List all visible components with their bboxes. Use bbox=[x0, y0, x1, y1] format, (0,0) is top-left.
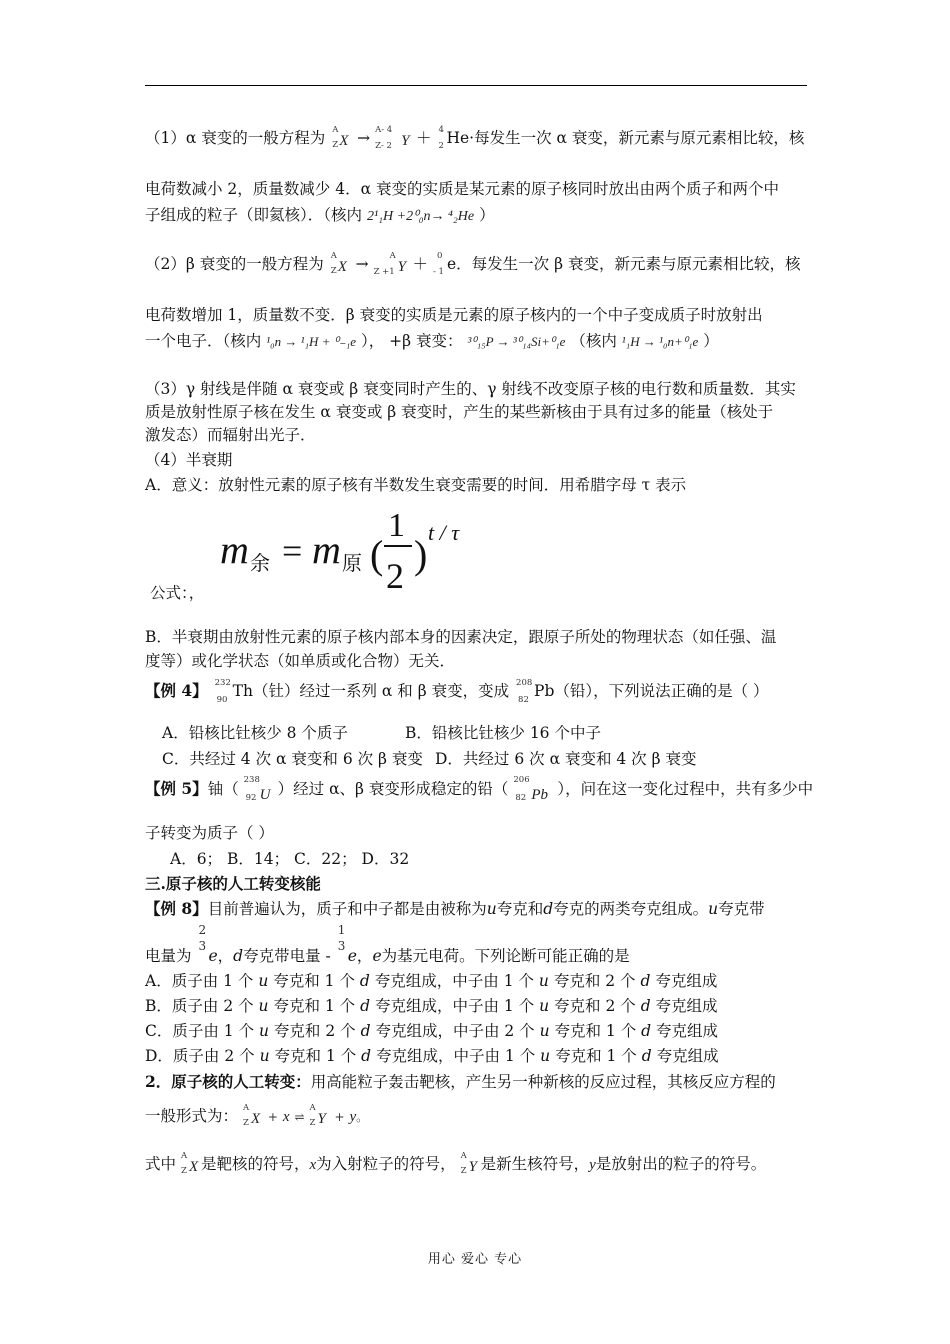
svg-text:m: m bbox=[312, 527, 341, 572]
option-d: D．共经过 6 次 α 衰变和 4 次 β 衰变 bbox=[435, 750, 697, 768]
text-line: 激发态）而辐射出光子． bbox=[145, 426, 316, 444]
nuclide-AZX: A Z X bbox=[330, 251, 347, 276]
formula-label: 公式：， bbox=[150, 584, 205, 602]
text-line: 子组成的粒子（即氦核）．（核内 2¹₁H +2⁰₀n→ ⁴₂He ） bbox=[145, 206, 495, 224]
nuclide-AZY: A Z Y bbox=[460, 1151, 477, 1176]
section-heading: （4）半衰期 bbox=[145, 451, 233, 469]
half-life-formula bbox=[220, 508, 490, 608]
ex8-option-d: D．质子由 2 个 u 夸克和 1 个 d 夸克组成，中子由 1 个 u 夸克和 1 个 d 夸克组成 bbox=[145, 1047, 719, 1065]
option-c: C．共经过 4 次 α 衰变和 6 次 β 衰变 bbox=[162, 750, 423, 768]
text-line: 子转变为质子（ ） bbox=[145, 824, 274, 842]
helium-indices: 4 2 bbox=[438, 125, 444, 151]
ex8-option-a: A．质子由 1 个 u 夸克和 1 个 d 夸克组成，中子由 1 个 u 夸克和 2 个 d 夸克组成 bbox=[145, 972, 718, 990]
svg-text:1: 1 bbox=[388, 508, 405, 544]
section-title: 三.原子核的人工转变核能 bbox=[145, 874, 321, 893]
electron-indices: 0 - 1 bbox=[432, 251, 444, 277]
option-b: B．铅核比钍核少 16 个中子 bbox=[405, 724, 601, 742]
example-8-question: 【例 8】目前普遍认为，质子和中子都是由被称为u夸克和d夸克的两类夸克组成。u夸克带 bbox=[145, 899, 765, 918]
svg-text:原: 原 bbox=[342, 551, 362, 575]
beta-decay-line: （2）β 衰变的一般方程为 A Z X → A Z +1 Y ＋ 0 - 1 e．每发生一次 β 衰变，新元素与原元素相比较，核 bbox=[145, 251, 801, 277]
equilibrium-arrow: ⇌ bbox=[294, 1110, 305, 1124]
beta-minus-equation: ¹₀n → ¹₁H + ⁰₋₁e bbox=[266, 334, 357, 349]
nuclide-AZY: A Z Y bbox=[309, 1103, 326, 1128]
nuclide-daughter: A Z +1 Y bbox=[373, 251, 406, 277]
example-tag: 【例 8】 bbox=[145, 899, 208, 918]
text-line: 电荷数减小 2，质量数减少 4．α 衰变的实质是某元素的原子核同时放出由两个质子和两个中 bbox=[145, 180, 779, 198]
svg-text:2: 2 bbox=[386, 556, 404, 596]
beta-plus-equation: ³⁰₁₅P → ³⁰₁₄Si+⁰₁e bbox=[467, 334, 566, 349]
arrow-symbol: → bbox=[355, 255, 369, 273]
lead-nuclide: 206 82 Pb bbox=[513, 775, 549, 803]
ex8-option-c: C．质子由 1 个 u 夸克和 2 个 d 夸克组成，中子由 2 个 u 夸克和 1 个 d 夸克组成 bbox=[145, 1022, 719, 1040]
svg-text:余: 余 bbox=[250, 551, 270, 575]
header-rule bbox=[145, 85, 807, 86]
subsection-title: 2．原子核的人工转变： bbox=[145, 1072, 311, 1091]
example-tag: 【例 4】 bbox=[145, 681, 208, 700]
text-line: （3）γ 射线是伴随 α 衰变或 β 衰变同时产生的、γ 射线不改变原子核的电行数和质量数．其实 bbox=[145, 380, 796, 398]
nuclide-AZX: A Z X bbox=[332, 125, 349, 150]
example-tag: 【例 5】 bbox=[145, 779, 208, 798]
text-line: 质是放射性原子核在发生 α 衰变或 β 衰变时，产生的某些新核由于具有过多的能量（核处于 bbox=[145, 403, 774, 421]
example-5-question: 【例 5】铀（ 238 92 U ）经过 α、β 衰变形成稳定的铅（ 206 82 Pb ），问在这一变化过程中，共有多少中 bbox=[145, 774, 813, 806]
option-a: A．铅核比钍核少 8 个质子 bbox=[162, 724, 348, 742]
nuclide-AZX: A Z X bbox=[242, 1103, 261, 1128]
fraction-two-thirds: 2 3 bbox=[198, 923, 207, 953]
nuclide-daughter: A- 4 Z- 2 Y bbox=[375, 125, 410, 151]
uranium-nuclide: 238 92 U bbox=[243, 775, 271, 803]
fusion-equation: 2¹₁H +2⁰₀n→ ⁴₂He bbox=[366, 209, 475, 224]
thorium-indices: 232 90 bbox=[214, 678, 231, 705]
svg-text:(: ( bbox=[370, 532, 384, 577]
text-line: 度等）或化学状态（如单质或化合物）无关． bbox=[145, 652, 456, 670]
svg-text:m: m bbox=[220, 527, 249, 572]
arrow-symbol: → bbox=[357, 129, 371, 147]
general-equation-line: 一般形式为： A Z X + x ⇌ A Z Y + y。 bbox=[145, 1103, 369, 1128]
beta-plus-core-equation: ¹₁H → ¹₀n+⁰₁e bbox=[621, 334, 699, 349]
alpha-decay-line: （1）α 衰变的一般方程为 A Z X → A- 4 Z- 2 Y ＋ 4 2 He·每发生一次 α 衰变，新元素与原元素相比较，核 bbox=[145, 125, 805, 151]
text-line: 电量为 2 3 e，d夸克带电量 - 1 3 e，e为基元电荷。下列论断可能正确的是 bbox=[145, 944, 630, 970]
text-line: 2．原子核的人工转变：用高能粒子轰击靶核，产生另一种新核的反应过程，其核反应方程的 bbox=[145, 1072, 776, 1091]
formula-svg bbox=[220, 508, 490, 603]
svg-text:t / τ: t / τ bbox=[428, 520, 460, 545]
text-line: 式中 A Z X 是靶核的符号，x为入射粒子的符号， A Z Y 是新生核符号，y是放射出的粒子的符号。 bbox=[145, 1151, 767, 1176]
text-line: 一个电子．（核内 ¹₀n → ¹₁H + ⁰₋₁e ）， +β 衰变： ³⁰₁₅P → ³⁰₁₄Si+⁰₁e （核内 ¹₁H → ¹₀n+⁰₁e ） bbox=[145, 332, 719, 350]
fraction-one-third: 1 3 bbox=[337, 923, 346, 953]
page-footer: 用心 爱心 专心 bbox=[427, 1252, 523, 1267]
nuclide-AZX: A Z X bbox=[180, 1151, 199, 1176]
lead-indices: 208 82 bbox=[516, 678, 533, 705]
text-line: 电荷数增加 1，质量数不变．β 衰变的实质是元素的原子核内的一个中子变成质子时放射出 bbox=[145, 306, 763, 324]
svg-text:=: = bbox=[282, 531, 303, 571]
example-4-question: 【例 4】 232 90 Th（钍）经过一系列 α 和 β 衰变，变成 208 82 Pb（铅），下列说法正确的是（ ） bbox=[145, 678, 769, 705]
ex8-option-b: B．质子由 2 个 u 夸克和 1 个 d 夸克组成，中子由 1 个 u 夸克和 2 个 d 夸克组成 bbox=[145, 997, 718, 1015]
text-line: A．意义：放射性元素的原子核有半数发生衰变需要的时间．用希腊字母 τ 表示 bbox=[145, 476, 687, 494]
example-5-options: A．6； B．14； C．22； D．32 bbox=[170, 850, 410, 868]
svg-text:): ) bbox=[414, 532, 428, 577]
text-line: B．半衰期由放射性元素的原子核内部本身的因素决定，跟原子所处的物理状态（如任强、温 bbox=[145, 628, 777, 646]
